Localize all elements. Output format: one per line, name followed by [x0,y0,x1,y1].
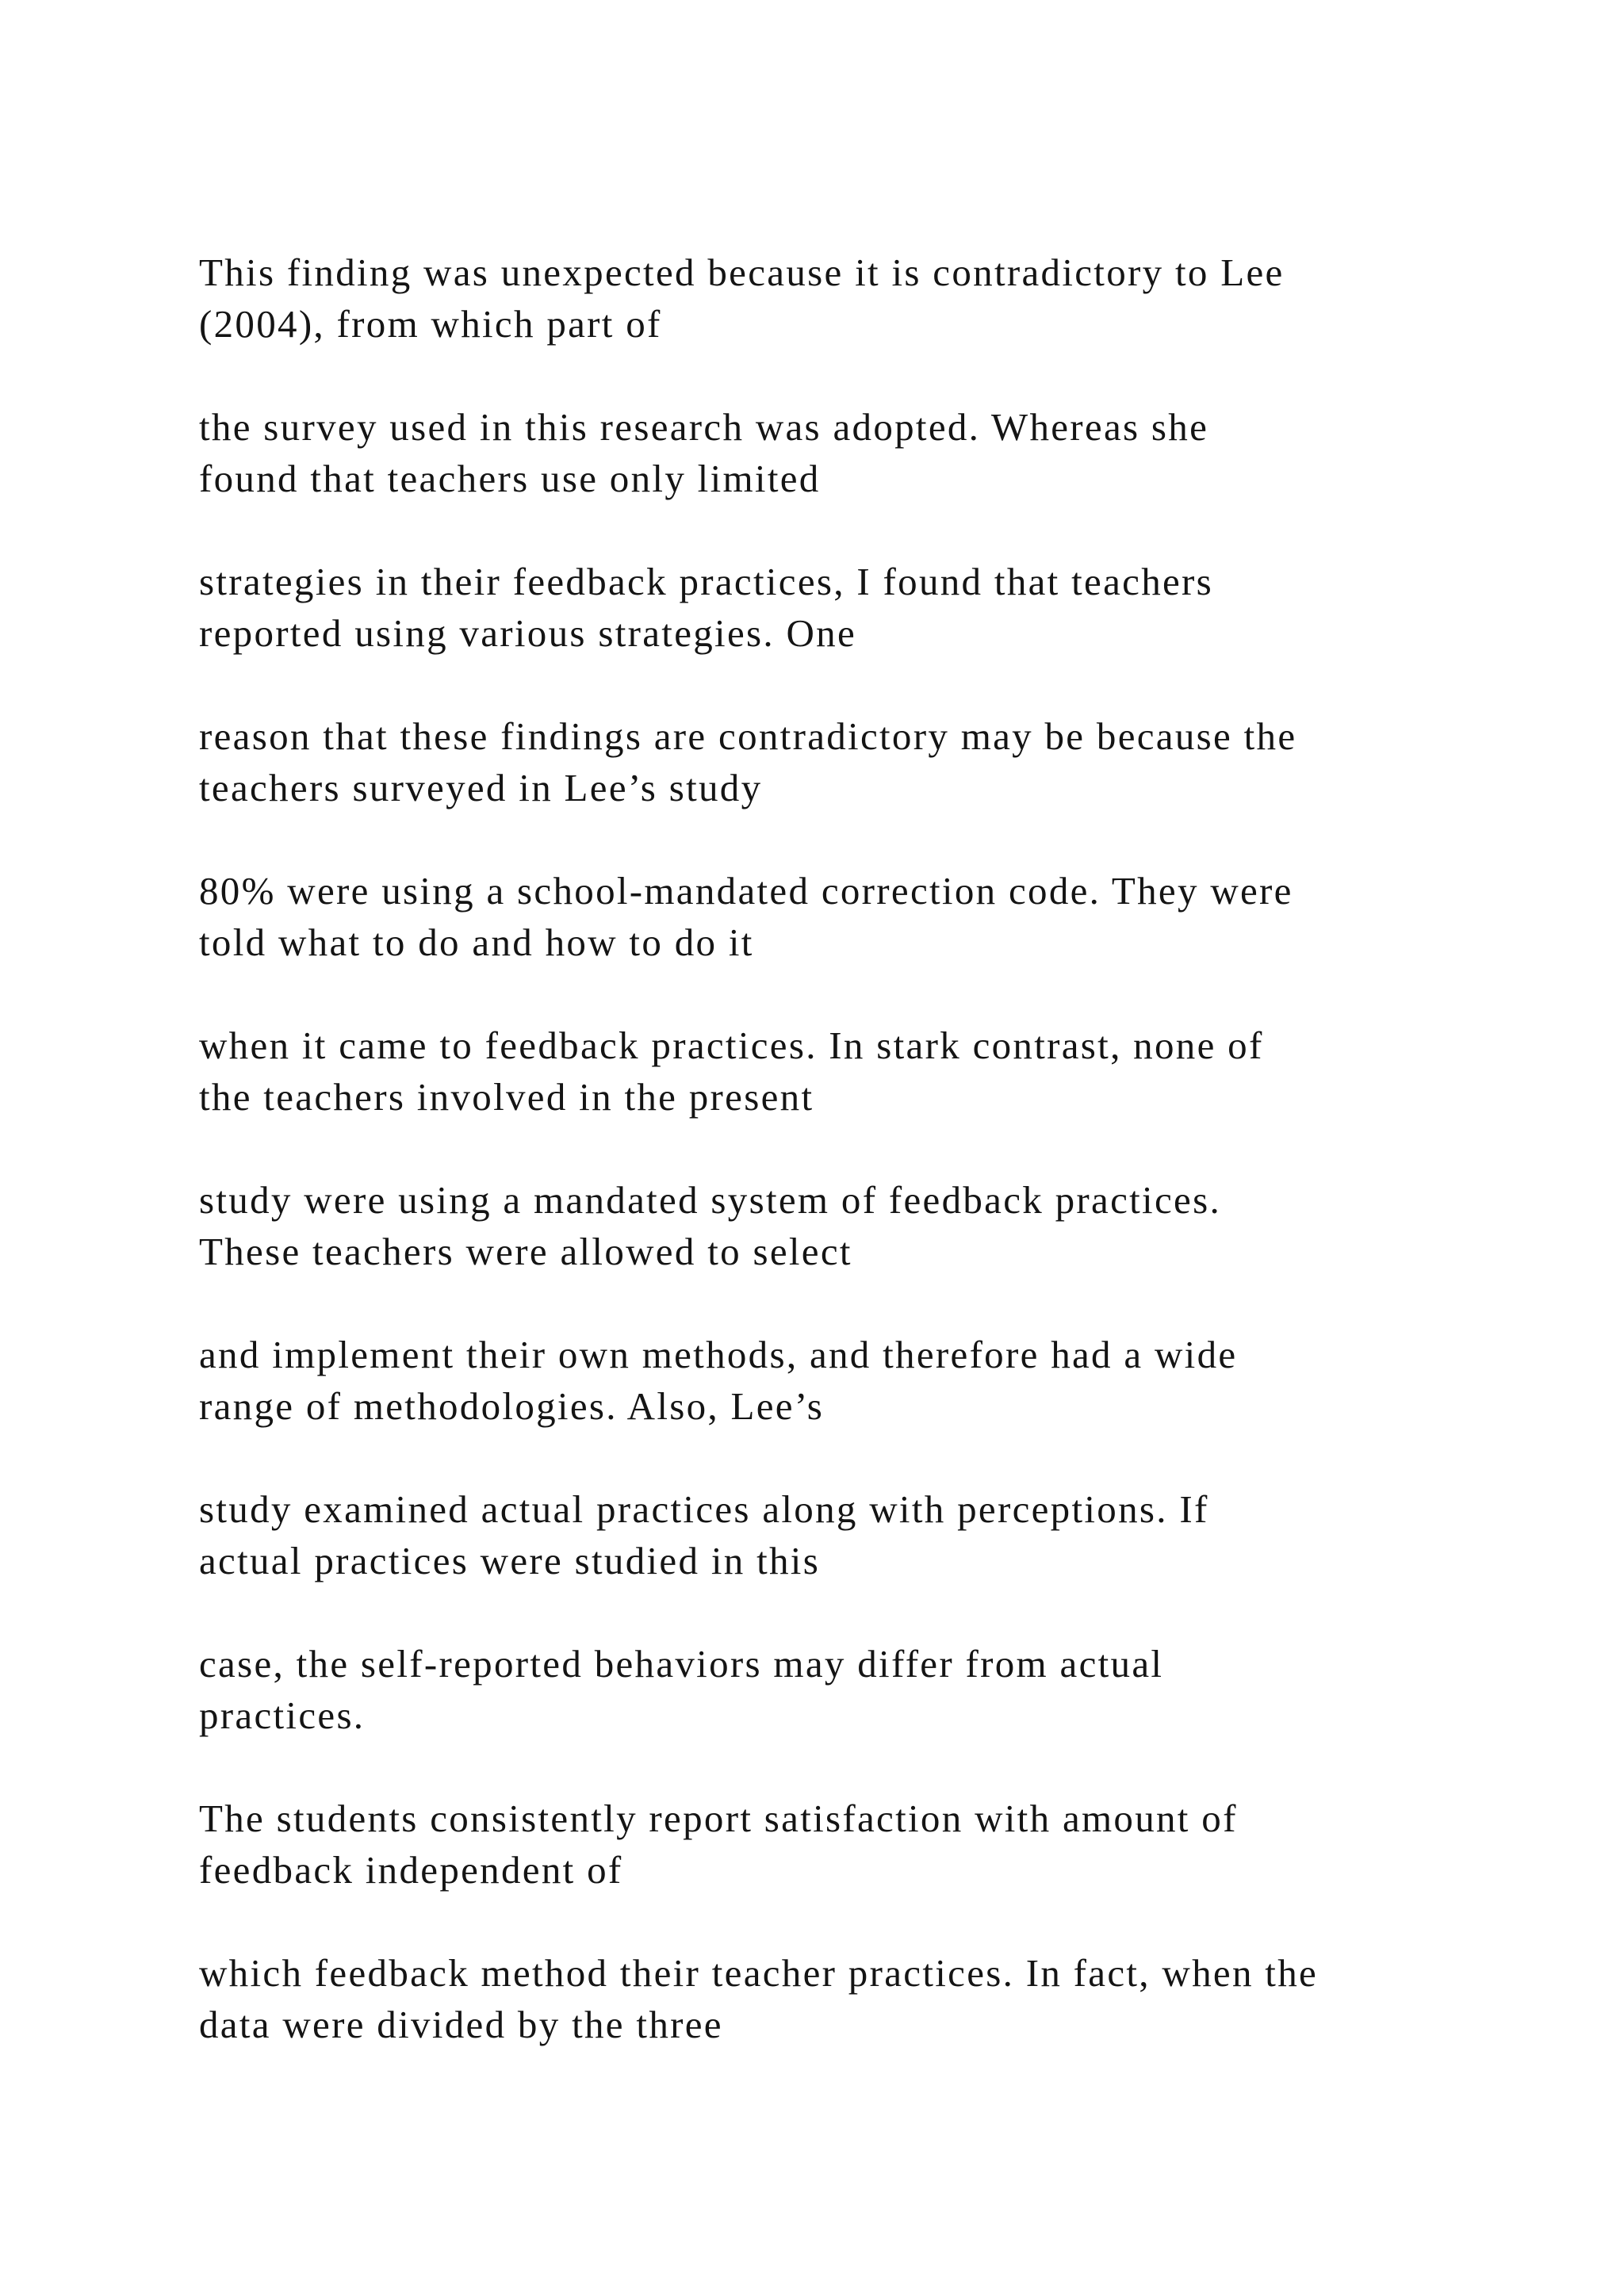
text-line: reason that these findings are contradictory may be because the [199,714,1297,758]
text-line: practices. [199,1693,366,1737]
text-line: and implement their own methods, and therefore had a wide [199,1333,1238,1376]
text-line: These teachers were allowed to select [199,1230,852,1273]
text-line: data were divided by the three [199,2003,723,2046]
text-line: strategies in their feedback practices, I found that teachers [199,560,1214,603]
text-line: (2004), from which part of [199,302,662,346]
text-line: study were using a mandated system of feedback practices. [199,1178,1221,1222]
text-line: the survey used in this research was adopted. Whereas she [199,405,1209,449]
text-line: The students consistently report satisfaction with amount of [199,1797,1238,1840]
text-line: study examined actual practices along with perceptions. If [199,1487,1209,1531]
paragraph [199,556,1484,659]
text-line: which feedback method their teacher practices. In fact, when the [199,1951,1319,1995]
text-line: reported using various strategies. One [199,611,857,655]
text-line: 80% were using a school-mandated correction code. They were [199,869,1293,913]
text-line: found that teachers use only limited [199,457,821,500]
paragraph [199,1020,1484,1123]
paragraph [199,1793,1484,1896]
text-line: actual practices were studied in this [199,1539,821,1582]
text-line: range of methodologies. Also, Lee’s [199,1384,825,1428]
paragraph [199,1329,1484,1432]
paragraph [199,401,1484,504]
paragraph [199,710,1484,813]
text-line: the teachers involved in the present [199,1075,814,1119]
paragraph [199,1174,1484,1277]
body-text [199,247,1484,2102]
text-line: case, the self-reported behaviors may differ from actual [199,1642,1164,1686]
paragraph [199,247,1484,350]
text-line: This finding was unexpected because it is contradictory to Lee [199,251,1285,294]
paragraph [199,1638,1484,1741]
paragraph [199,1947,1484,2050]
text-line: teachers surveyed in Lee’s study [199,766,763,809]
text-line: when it came to feedback practices. In stark contrast, none of [199,1024,1264,1067]
paragraph [199,1483,1484,1586]
paragraph [199,865,1484,968]
text-line: feedback independent of [199,1848,623,1892]
text-line: told what to do and how to do it [199,920,754,964]
